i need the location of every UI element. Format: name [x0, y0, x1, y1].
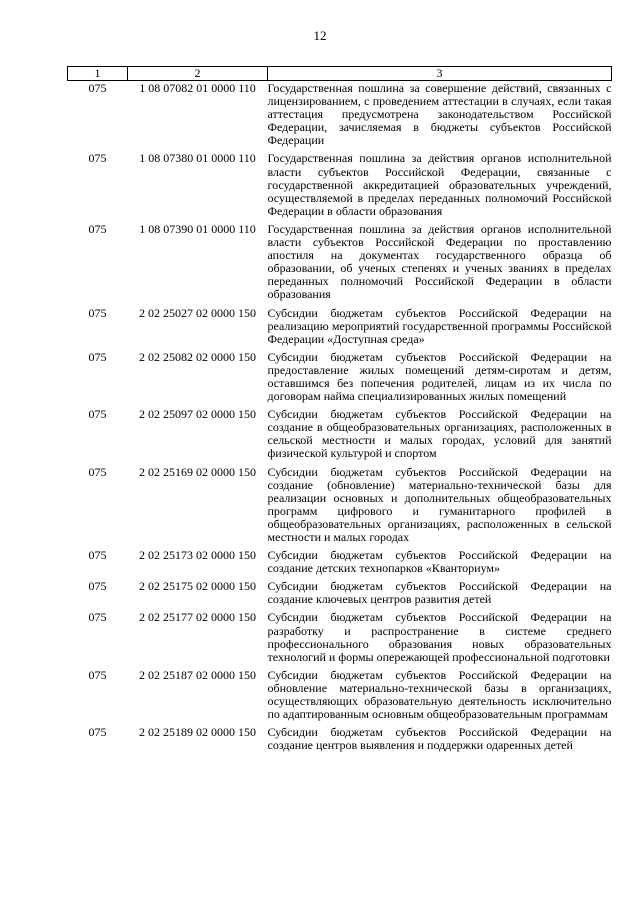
revenue-description: Государственная пошлина за действия органов исполнительной власти субъектов Российской Федерации по проставлению апостиля на документах государственного образца об образовании, об ученых степенях и ученых званиях в пределах переданных полномочий Российской Федерации в области образования — [267, 221, 612, 302]
budget-classification-code: 2 02 25097 02 0000 150 — [139, 407, 256, 422]
revenue-description: Субсидии бюджетам субъектов Российской Федерации на создание детских технопарков «Кванториум» — [267, 548, 612, 576]
column-header-3: 3 — [268, 67, 612, 81]
table-row — [68, 610, 612, 667]
revenue-description: Субсидии бюджетам субъектов Российской Федерации на предоставление жилых помещений детям-сиротам и детям, оставшимся без попечения родителей, лицам из их числа по договорам найма специализированных жилых помещений — [267, 349, 612, 404]
revenue-description: Государственная пошлина за совершение действий, связанных с лицензированием, с проведением аттестации в случаях, если такая аттестация предусмотрена законодательством Российской Федерации, зачисляемая в бюджеты субъектов Российской Федерации — [267, 81, 612, 148]
revenue-description: Субсидии бюджетам субъектов Российской Федерации на создание центров выявления и поддержки одаренных детей — [267, 725, 612, 753]
revenue-description: Субсидии бюджетам субъектов Российской Федерации на реализацию мероприятий государственной программы Российской Федерации «Доступная среда» — [267, 305, 612, 346]
administrator-code: 075 — [88, 725, 107, 740]
column-header-2: 2 — [128, 67, 268, 81]
revenue-description: Субсидии бюджетам субъектов Российской Федерации на создание в общеобразовательных организациях, расположенных в сельской местности и малых городах, условий для занятий физической культурой и спортом — [267, 407, 612, 461]
administrator-code: 075 — [88, 81, 107, 95]
table-row — [68, 548, 612, 579]
budget-classification-code: 2 02 25187 02 0000 150 — [139, 667, 256, 682]
budget-classification-code: 2 02 25173 02 0000 150 — [139, 548, 256, 563]
administrator-code: 075 — [88, 151, 107, 166]
administrator-code: 075 — [88, 349, 107, 364]
budget-classification-code: 2 02 25027 02 0000 150 — [139, 305, 256, 320]
revenue-codes-table — [67, 66, 612, 756]
budget-classification-code: 1 08 07380 01 0000 110 — [139, 151, 256, 166]
table-row — [68, 579, 612, 610]
administrator-code: 075 — [88, 305, 107, 320]
revenue-description: Государственная пошлина за действия органов исполнительной власти субъектов Российской Федерации, связанные с государственной аккредитацией образовательных учреждений, осуществляемой в пределах переданных полномочий Российской Федерации в области образования — [267, 151, 612, 218]
budget-classification-code: 1 08 07390 01 0000 110 — [139, 221, 256, 236]
budget-classification-code: 2 02 25177 02 0000 150 — [139, 610, 256, 625]
table-header-row — [68, 67, 612, 81]
column-header-1: 1 — [68, 67, 128, 81]
administrator-code: 075 — [88, 221, 107, 236]
administrator-code: 075 — [88, 610, 107, 625]
table-row — [68, 465, 612, 549]
table-row — [68, 81, 612, 152]
table-row — [68, 668, 612, 725]
revenue-description: Субсидии бюджетам субъектов Российской Федерации на обновление материально-технической базы в организациях, осуществляющих образовательную деятельность исключительно по адаптированным основным общеобразовательным программам — [267, 667, 612, 722]
revenue-description: Субсидии бюджетам субъектов Российской Федерации на создание (обновление) материально-технической базы для реализации основных и дополнительных общеобразовательных программ цифрового и гуманитарного профилей в общеобразовательных организациях, расположенных в сельской местности и малых городах — [267, 464, 612, 544]
budget-classification-code: 2 02 25082 02 0000 150 — [139, 349, 256, 364]
administrator-code: 075 — [88, 667, 107, 682]
table-row — [68, 350, 612, 407]
table-row — [68, 306, 612, 350]
administrator-code: 075 — [88, 579, 107, 594]
administrator-code: 075 — [88, 407, 107, 422]
budget-classification-code: 1 08 07082 01 0000 110 — [139, 81, 256, 95]
page-number: 12 — [313, 28, 327, 43]
budget-classification-code: 2 02 25169 02 0000 150 — [139, 464, 256, 479]
administrator-code: 075 — [88, 464, 107, 479]
administrator-code: 075 — [88, 548, 107, 563]
table-row — [68, 151, 612, 221]
budget-classification-code: 2 02 25189 02 0000 150 — [139, 725, 256, 740]
revenue-description: Субсидии бюджетам субъектов Российской Федерации на разработку и распространение в системе среднего профессионального образования новых образовательных технологий и формы опережающей профессиональной подготовки — [267, 610, 612, 664]
revenue-description: Субсидии бюджетам субъектов Российской Федерации на создание ключевых центров развития детей — [267, 579, 612, 607]
table-row — [68, 725, 612, 756]
table-row — [68, 407, 612, 464]
table-row — [68, 222, 612, 306]
budget-classification-code: 2 02 25175 02 0000 150 — [139, 579, 256, 594]
